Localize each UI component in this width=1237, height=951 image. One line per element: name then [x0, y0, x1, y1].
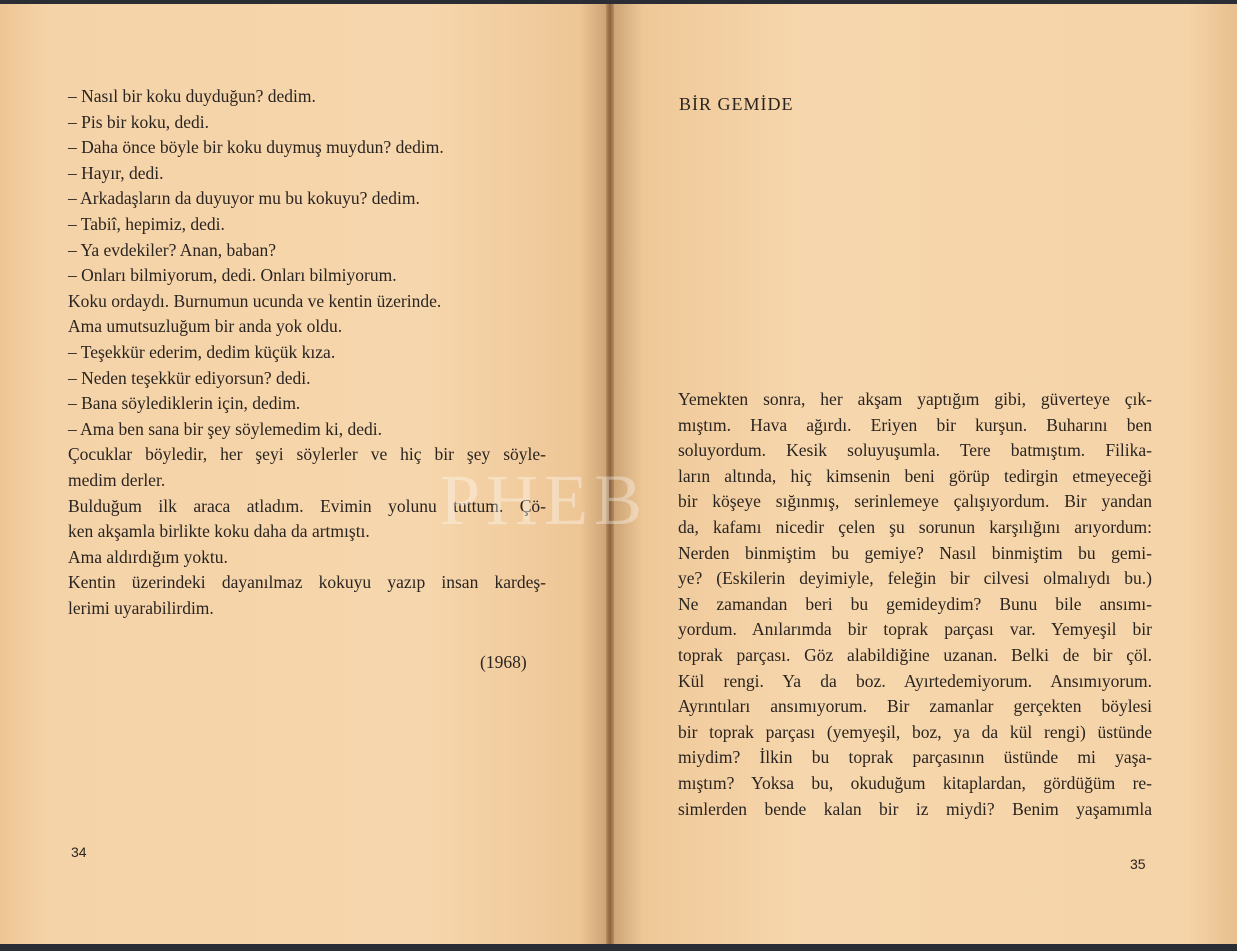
text-line: bir köşeye sığınmış, serinlemeye çalışıyordum. Bir yandan: [678, 491, 1152, 512]
text-line: mıştım? Yoksa bu, okuduğum kitaplardan, gördüğüm re-: [678, 772, 1152, 793]
text-line: da, kafamı nicedir çelen şu sorunun karşılığını arıyordum:: [678, 516, 1152, 537]
text-line: – Pis bir koku, dedi.: [68, 111, 209, 132]
text-line: – Nasıl bir koku duyduğun? dedim.: [68, 86, 316, 106]
text-line: Kül rengi. Ya da boz. Ayırtedemiyorum. Ansımıyorum.: [678, 670, 1152, 691]
text-line: – Ama ben sana bir şey söylemedim ki, dedi.: [68, 418, 382, 439]
text-line: Nerden binmiştim bu gemiye? Nasıl binmiştim bu gemi-: [678, 542, 1152, 563]
text-line: ye? (Eskilerin deyimiyle, feleğin bir cilvesi olmalıydı bu.): [678, 568, 1152, 589]
chapter-title: BİR GEMİDE: [679, 94, 794, 114]
text-line: – Neden teşekkür ediyorsun? dedi.: [68, 367, 311, 388]
text-line: Ayrıntıları ansımıyorum. Bir zamanlar gerçekten böylesi: [678, 696, 1152, 717]
text-line: medim derler.: [68, 469, 166, 490]
watermark: PHEB: [440, 460, 649, 540]
text-line: – Tabiî, hepimiz, dedi.: [68, 213, 225, 234]
text-line: lerimi uyarabilirdim.: [68, 597, 214, 618]
text-line: ların altında, hiç kimsenin beni görüp tedirgin etmeyeceği: [678, 465, 1152, 486]
text-line: Koku ordaydı. Burnumun ucunda ve kentin üzerinde.: [68, 290, 442, 311]
text-line: yordum. Anılarımda bir toprak parçası var. Yemyeşil bir: [678, 619, 1152, 640]
text-line: toprak parçası. Göz alabildiğine uzanan. Belki de bir çöl.: [678, 644, 1152, 665]
text-line: Yemekten sonra, her akşam yaptığım gibi, güverteye çık-: [678, 389, 1152, 409]
text-line: simlerden bende kalan bir iz miydi? Benim yaşamımla: [678, 798, 1152, 819]
text-line: – Bana söylediklerin için, dedim.: [68, 393, 301, 414]
text-line: – Daha önce böyle bir koku duymuş muydun? dedim.: [68, 137, 444, 158]
right-page: [612, 4, 1237, 944]
text-line: Ne zamandan beri bu gemideydim? Bunu bile ansımı-: [678, 593, 1152, 614]
text-line: – Hayır, dedi.: [68, 162, 164, 183]
story-date: (1968): [480, 652, 527, 672]
text-line: Kentin üzerindeki dayanılmaz kokuyu yazıp insan kardeş-: [68, 572, 546, 593]
text-line: Ama umutsuzluğum bir anda yok oldu.: [68, 316, 343, 337]
page-number-right: 35: [1130, 856, 1146, 872]
text-line: miydim? İlkin bu toprak parçasının üstünde mi yaşa-: [678, 747, 1152, 768]
book-spread: [0, 4, 1237, 944]
text-line: – Teşekkür ederim, dedim küçük kıza.: [68, 341, 336, 362]
text-line: Çocuklar böyledir, her şeyi söylerler ve hiç bir şey söyle-: [68, 444, 546, 465]
text-line: – Ya evdekiler? Anan, baban?: [68, 239, 276, 260]
text-line: ken akşamla birlikte koku daha da artmıştı.: [68, 521, 370, 542]
text-line: bir toprak parçası (yemyeşil, boz, ya da kül rengi) üstünde: [678, 721, 1152, 742]
right-page-text: [678, 387, 1152, 822]
text-line: Bulduğum ilk araca atladım. Evimin yolunu tuttum. Çö-: [68, 495, 546, 516]
text-line: – Onları bilmiyorum, dedi. Onları bilmiyorum.: [68, 265, 397, 286]
page-number-left: 34: [71, 844, 87, 860]
text-line: – Arkadaşların da duyuyor mu bu kokuyu? dedim.: [68, 188, 420, 209]
text-line: soluyordum. Kesik soluyuşumla. Tere batmıştım. Filika-: [678, 440, 1152, 461]
text-line: mıştım. Hava ağırdı. Eriyen bir kurşun. Buharını ben: [678, 414, 1152, 435]
text-line: Ama aldırdığım yoktu.: [68, 546, 228, 567]
